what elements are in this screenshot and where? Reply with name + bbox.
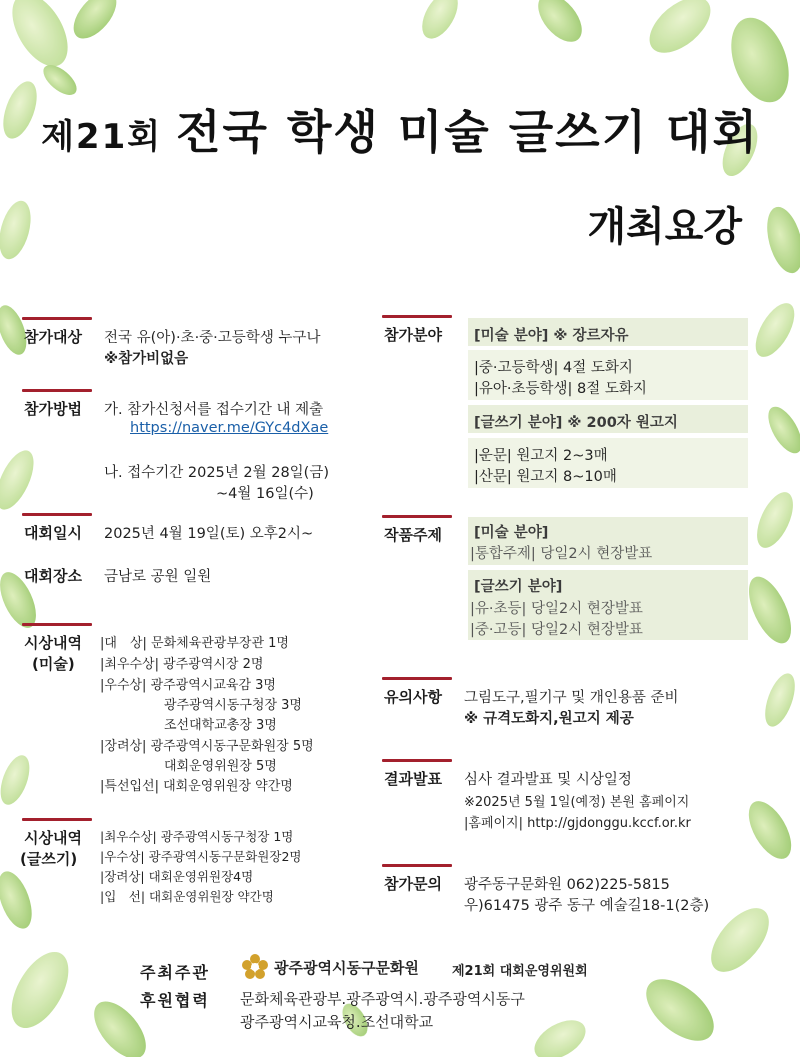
- venue-label: 대회장소: [24, 567, 82, 585]
- awards-writing-sublabel: (글쓰기): [20, 850, 78, 868]
- award-row: |특선입선| 대회운영위원장 약간명: [100, 779, 293, 794]
- award-row: |최우수상| 광주광역시동구청장 1명: [100, 829, 294, 844]
- application-link[interactable]: https://naver.me/GYc4dXae: [130, 420, 329, 436]
- venue-text: 금남로 공원 일원: [104, 569, 212, 585]
- participants-fee-note: ※참가비없음: [104, 351, 189, 367]
- inquiry-phone: 광주동구문화원 062)225-5815: [464, 877, 670, 893]
- method-period-end: ~4월 16일(수): [216, 486, 314, 502]
- art-field-line: |중·고등학생| 4절 도화지: [474, 360, 633, 376]
- notes-line-bold: ※ 규격도화지,원고지 제공: [464, 711, 634, 727]
- theme-writing-line: |중·고등| 당일2시 현장발표: [470, 622, 643, 638]
- page-title: [0, 96, 800, 162]
- host-label: 주최주관: [140, 963, 210, 982]
- award-row: 조선대학교총장 3명: [164, 718, 277, 733]
- fields-label: 참가분야: [384, 326, 442, 344]
- homepage-link[interactable]: |홈페이지| http://gjdonggu.kccf.or.kr: [464, 816, 691, 831]
- date-label: 대회일시: [24, 524, 82, 542]
- theme-art-head: [미술 분야]: [474, 525, 549, 541]
- inquiry-label: 참가문의: [384, 875, 442, 893]
- award-row: |최우수상| 광주광역시장 2명: [100, 657, 264, 672]
- results-line: 심사 결과발표 및 시상일정: [464, 772, 632, 788]
- method-label: 참가방법: [24, 400, 82, 418]
- award-row: |장려상| 대회운영위원장4명: [100, 869, 254, 884]
- award-row: |우수상| 광주광역시동구문화원장2명: [100, 849, 302, 864]
- participants-text: 전국 유(아)·초·중·고등학생 누구나: [104, 330, 321, 346]
- award-row: |장려상| 광주광역시동구문화원장 5명: [100, 739, 314, 754]
- inquiry-address: 우)61475 광주 동구 예술길18-1(2층): [464, 898, 710, 914]
- method-line1: 가. 참가신청서를 접수기간 내 제출: [104, 402, 324, 418]
- participants-label: 참가대상: [24, 328, 82, 346]
- title-number: 제21회: [41, 117, 163, 157]
- notes-line: 그림도구,필기구 및 개인용품 준비: [464, 690, 679, 706]
- award-row: 광주광역시동구청장 3명: [164, 698, 302, 713]
- sponsor-line: 문화체육관광부.광주광역시.광주광역시동구: [240, 990, 525, 1008]
- award-row: |입 선| 대회운영위원장 약간명: [100, 889, 274, 904]
- page-subtitle: 개최요강: [587, 204, 742, 250]
- writing-field-line: |운문| 원고지 2~3매: [474, 448, 608, 464]
- host-committee: 제21회 대회운영위원회: [452, 964, 588, 979]
- notes-label: 유의사항: [384, 688, 442, 706]
- sponsor-label: 후원협력: [140, 991, 210, 1010]
- org-logo-icon: [240, 952, 270, 982]
- award-row: 대회운영위원장 5명: [164, 759, 277, 774]
- theme-label: 작품주제: [384, 526, 442, 544]
- title-main: 전국 학생 미술 글쓰기 대회: [176, 105, 759, 159]
- theme-writing-line: |유·초등| 당일2시 현장발표: [470, 601, 643, 617]
- awards-art-sublabel: (미술): [32, 655, 75, 673]
- results-label: 결과발표: [384, 770, 442, 788]
- art-field-head: [미술 분야] ※ 장르자유: [474, 328, 629, 344]
- theme-writing-head: [글쓰기 분야]: [474, 579, 563, 595]
- results-date: ※2025년 5월 1일(예정) 본원 홈페이지: [464, 795, 690, 810]
- award-row: |우수상| 광주광역시교육감 3명: [100, 678, 276, 693]
- theme-art-line: |통합주제| 당일2시 현장발표: [470, 546, 653, 562]
- writing-field-line: |산문| 원고지 8~10매: [474, 469, 617, 485]
- awards-writing-label: 시상내역: [24, 829, 82, 847]
- awards-art-label: 시상내역: [24, 634, 82, 652]
- art-field-line: |유아·초등학생| 8절 도화지: [474, 381, 647, 397]
- host-org: 광주광역시동구문화원: [274, 959, 419, 977]
- writing-field-head: [글쓰기 분야] ※ 200자 원고지: [474, 415, 678, 431]
- award-row: |대 상| 문화체육관광부장관 1명: [100, 636, 289, 651]
- date-text: 2025년 4월 19일(토) 오후2시~: [104, 526, 314, 542]
- method-period: 나. 접수기간 2025년 2월 28일(금): [104, 465, 329, 481]
- sponsor-line: 광주광역시교육청.조선대학교: [240, 1013, 434, 1031]
